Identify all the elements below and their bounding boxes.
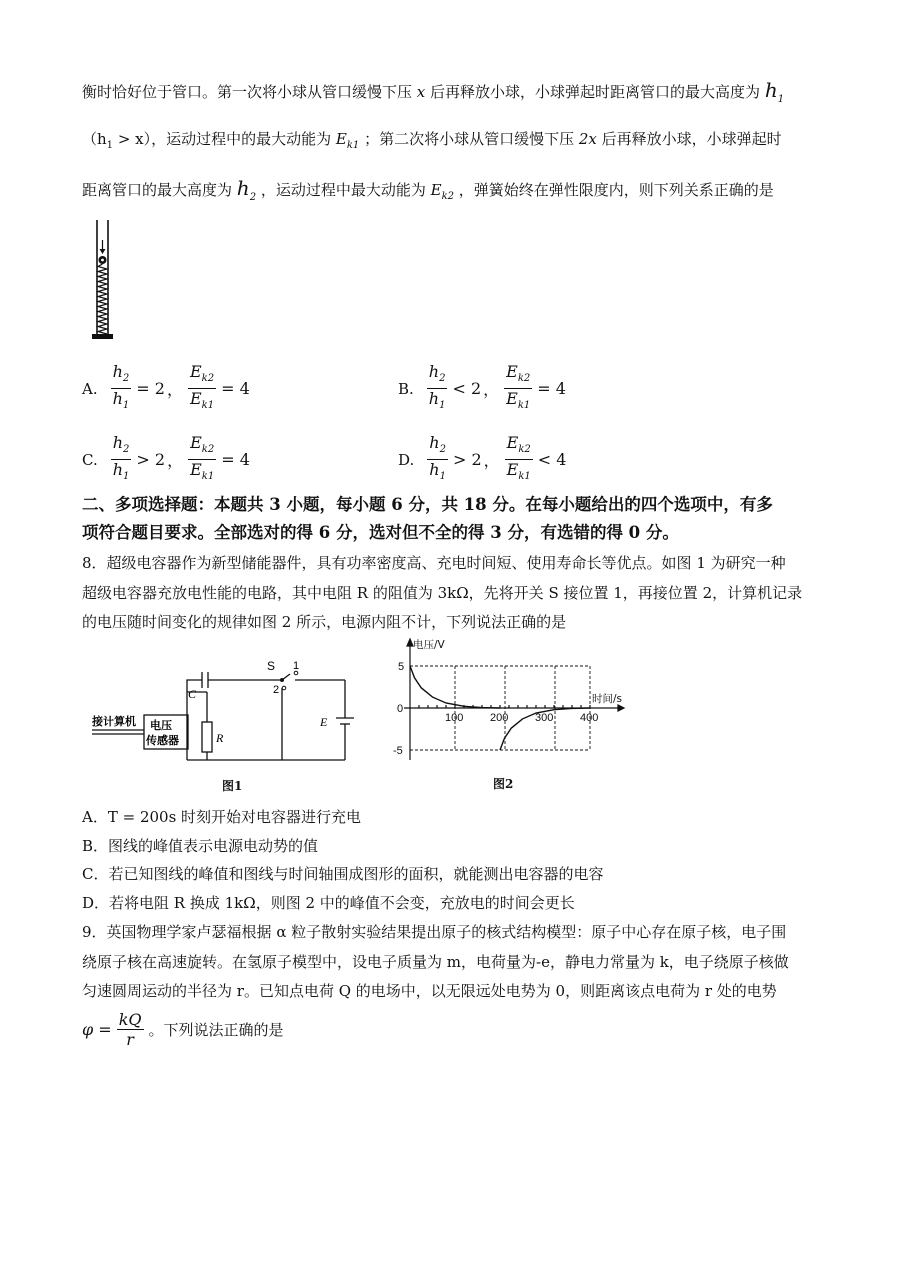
ek2-symbol: $E_{k2}$ <box>430 181 455 202</box>
option-a[interactable]: A. $\frac{h_2}{h_1}$ = 2 ， $\frac{E_{k2}}{E_{k1}}$ = 4 <box>82 362 250 412</box>
sensor-label-1: 电压 <box>150 719 172 732</box>
q8-line3: 的电压随时间变化的规律如图 2 所示，电源内阻不计，下列说法正确的是 <box>82 613 567 631</box>
q9-line3: 匀速圆周运动的半径为 r。已知点电荷 Q 的电场中，以无限远处电势为 0，则距离该点电荷为 r 处的电势 <box>82 982 777 1000</box>
q8-line1: 8．超级电容器作为新型储能器件，具有功率密度高、充电时间短、使用寿命长等优点。如图 1 为研究一种 <box>82 554 786 572</box>
option-b[interactable]: B. $\frac{h_2}{h_1}$ < 2 ， $\frac{E_{k2}}{E_{k1}}$ = 4 <box>398 362 566 412</box>
q9-line1: 9．英国物理学家卢瑟福根据 α 粒子散射实验结果提出原子的核式结构模型：原子中心存在原子核，电子围 <box>82 923 787 941</box>
switch-label: S <box>267 660 276 673</box>
battery-label: E <box>320 715 328 729</box>
capacitor-label: C <box>188 687 197 701</box>
fig2-caption: 图2 <box>493 777 514 791</box>
x-tick-200: 200 <box>490 712 509 724</box>
q8-option-b[interactable]: B．图线的峰值表示电源电动势的值 <box>82 837 319 855</box>
fig1-caption: 图1 <box>222 779 243 793</box>
x-tick-400: 400 <box>580 712 599 724</box>
q8-line2: 超级电容器充放电性能的电路，其中电阻 R 的阻值为 3kΩ，先将开关 S 接位置 1，再接位置 2，计算机记录 <box>82 584 803 602</box>
option-d[interactable]: D. $\frac{h_2}{h_1}$ > 2 ， $\frac{E_{k2}}{E_{k1}}$ < 4 <box>398 433 567 483</box>
section2-line2: 项符合题目要求。全部选对的得 6 分，选对但不全的得 3 分，有选错的得 0 分。 <box>82 523 679 542</box>
sensor-label-2: 传感器 <box>146 734 179 747</box>
pos1-label: 1 <box>293 660 300 672</box>
h2-symbol: $h_2$ <box>236 176 257 203</box>
q9-line2: 绕原子核在高速旋转。在氢原子模型中，设电子质量为 m，电荷量为-e，静电力常量为 k，电子绕原子核做 <box>82 953 789 971</box>
q7-line2: $(h_1 > x)$，运动过程中的最大动能为 $E_{k1}$ ；第二次将小球从管口缓慢下压 2x 后再释放小球，小球弹起时 <box>82 130 782 151</box>
x-axis-label: 时间/s <box>592 693 623 705</box>
y-tick-0: 0 <box>397 703 404 715</box>
x-tick-300: 300 <box>535 712 554 724</box>
pos2-label: 2 <box>273 684 280 696</box>
q7-line1: 衡时恰好位于管口。第一次将小球从管口缓慢下压 x 后再释放小球，小球弹起时距离管口的最大高度为 $h_1$ <box>82 78 785 105</box>
q8-option-d[interactable]: D．若将电阻 R 换成 1kΩ，则图 2 中的峰值不会变，充放电的时间会更长 <box>82 894 575 912</box>
y-axis-label: 电压/V <box>413 639 445 651</box>
option-c[interactable]: C. $\frac{h_2}{h_1}$ > 2 ， $\frac{E_{k2}}{E_{k1}}$ = 4 <box>82 433 250 483</box>
x-axis-arrow <box>618 705 624 711</box>
q9-formula: φ = $\frac{kQ}{r}$ 。下列说法正确的是 <box>82 1010 284 1049</box>
resistor-label: R <box>216 731 224 745</box>
h1-symbol: $h_1$ <box>764 78 785 105</box>
voltage-time-chart <box>390 636 630 764</box>
q8-option-c[interactable]: C．若已知图线的峰值和图线与时间轴围成图形的面积，就能测出电容器的电容 <box>82 865 604 883</box>
q7-line3: 距离管口的最大高度为 $h_2$ ，运动过程中最大动能为 $E_{k2}$ ，弹簧始终在弹性限度内，则下列关系正确的是 <box>82 176 774 203</box>
x-tick-100: 100 <box>445 712 464 724</box>
section2-line1: 二、多项选择题：本题共 3 小题，每小题 6 分，共 18 分。在每小题给出的四个选项中，有多 <box>82 495 773 514</box>
y-tick-5: 5 <box>398 661 405 673</box>
tube-spring-figure <box>88 218 118 342</box>
ek1-symbol: $E_{k1}$ <box>335 130 360 151</box>
computer-label: 接计算机 <box>92 715 136 728</box>
circuit-diagram <box>90 660 360 770</box>
y-tick-neg5: -5 <box>393 745 403 757</box>
q8-option-a[interactable]: A．T = 200s 时刻开始对电容器进行充电 <box>82 808 362 826</box>
